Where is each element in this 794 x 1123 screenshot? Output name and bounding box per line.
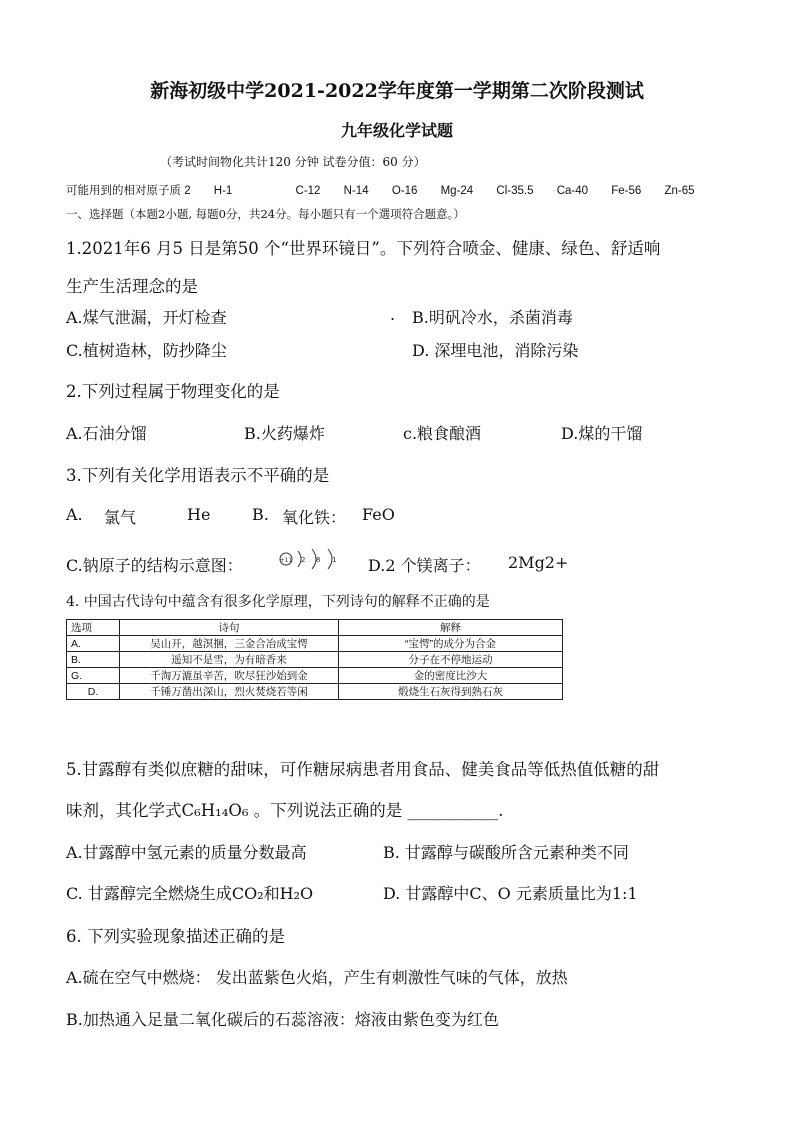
q1-option-b: B.明矾冷水，杀菌消毒 — [412, 308, 573, 327]
q2-option-a: A.石油分馏 — [66, 424, 147, 443]
q1-dot-mark: . — [390, 305, 396, 324]
table-cell: D. — [67, 684, 120, 700]
table-header-cell: 选项 — [67, 620, 120, 636]
table-cell: 分子在不停地运动 — [339, 652, 563, 668]
atomic-masses-label: 可能用到的相对原子质 2 — [66, 185, 191, 197]
table-row — [67, 636, 563, 652]
table-header-cell: 诗句 — [120, 620, 339, 636]
q5-stem-line2: 味剂，其化学式C₆H₁₄O₆ 。下列说法正确的是 ___________. — [66, 801, 504, 820]
q6-option-a: A.硫在空气中燃烧： 发出蓝紫色火焰，产生有刺激性气味的气体，放热 — [66, 968, 568, 987]
q3-option-d: D.2 个镁离子： — [368, 556, 481, 575]
atomic-mass: Cl-35.5 — [496, 185, 534, 197]
atomic-masses — [66, 182, 715, 198]
section-title: 一、选择题（本题2小题, 每题0分，共24分。每小题只有一个選项符合题意。） — [66, 207, 465, 221]
q1-stem-line2: 生产生活理念的是 — [66, 277, 198, 296]
q5-stem-line1: 5.甘露醇有类似庶糖的甜味，可作糖尿病患者用食品、健美食品等低热值低糖的甜 — [66, 760, 660, 779]
atomic-mass: O-16 — [391, 185, 418, 197]
table-cell: “宝愕”的成分为合金 — [339, 636, 563, 652]
q3-option-a-name: 氯气 — [104, 508, 137, 527]
table-cell: B. — [67, 652, 120, 668]
atomic-mass: Mg-24 — [440, 185, 474, 197]
q3-stem: 3.下列有关化学用语表示不平确的是 — [66, 466, 330, 485]
q2-option-b: B.火药爆炸 — [244, 424, 325, 443]
q5-option-b: B. 甘露醇与碳酸所含元素种类不同 — [383, 843, 629, 862]
table-cell: 金的密度比沙大 — [339, 668, 563, 684]
q4-stem: 4. 中国古代诗句中蕴含有很多化学原理，下列诗句的解释不正确的是 — [66, 594, 490, 610]
table-cell: A. — [67, 636, 120, 652]
exam-subtitle: 九年级化学试题 — [340, 121, 453, 140]
atomic-mass: Zn-65 — [664, 185, 695, 197]
svg-text:8: 8 — [316, 556, 321, 564]
q3-option-b-label: B. — [252, 505, 269, 524]
q3-option-d-formula: 2Mg2+ — [508, 553, 569, 572]
svg-text:2: 2 — [301, 556, 306, 564]
table-header-cell: 解释 — [339, 620, 563, 636]
atomic-mass: C-12 — [295, 185, 321, 197]
q1-option-c: C.植树造林，防抄降尘 — [66, 341, 227, 360]
svg-text:1: 1 — [332, 556, 337, 564]
table-row — [67, 652, 563, 668]
q4-table — [66, 619, 563, 700]
q3-option-b-name: 氧化铁： — [282, 508, 347, 527]
q2-option-d: D.煤的干馏 — [561, 424, 643, 443]
table-row — [67, 668, 563, 684]
atomic-mass: N-14 — [343, 185, 369, 197]
q6-option-b: B.加热通入足量二氧化碳后的石蕊溶液：熔液由紫色变为红色 — [66, 1010, 499, 1029]
q1-stem-line1: 1.2021年6 月5 日是第50 个“世界环镜日”。下列符合喷金、健康、绿色、舒适响 — [66, 239, 661, 258]
table-cell: 煅烧生石灰得到熟石灰 — [339, 684, 563, 700]
q1-option-d: D. 深埋电池，消除污染 — [412, 341, 579, 360]
table-cell: 遥知不是雪，为有暗香来 — [120, 652, 339, 668]
exam-note: （考试时间物化共计120 分钟 试卷分值：60 分） — [160, 155, 426, 169]
q2-stem: 2.下列过程属于物理变化的是 — [66, 382, 280, 401]
table-cell: G. — [67, 668, 120, 684]
q2-option-c: c.粮食酿酒 — [403, 424, 482, 443]
q3-option-c: C.钠原子的结构示意图： — [66, 556, 243, 575]
q6-stem: 6. 下列实验现象描述正确的是 — [66, 927, 285, 946]
q3-option-a-formula: He — [187, 505, 211, 524]
svg-text:+11: +11 — [279, 557, 293, 564]
atomic-mass: Fe-56 — [611, 185, 642, 197]
q5-option-d: D. 甘露醇中C、O 元素质量比为1:1 — [383, 884, 638, 903]
atomic-mass: Ca-40 — [556, 185, 589, 197]
atomic-mass: H-1 — [213, 185, 233, 197]
q3-option-a-label: A. — [66, 505, 83, 524]
sodium-atom-structure-diagram — [276, 546, 356, 576]
table-cell: 吴山开，越溟捆，三金合冶成宝愕 — [120, 636, 339, 652]
exam-title: 新海初级中学2021-2022学年度第一学期第二次阶段测试 — [150, 80, 644, 102]
q5-option-c: C. 甘露醇完全燃烧生成CO₂和H₂O — [66, 884, 314, 903]
table-cell: 千淘万漉虽辛苦，吹尽狂沙始到金 — [120, 668, 339, 684]
table-row — [67, 684, 563, 700]
table-cell: 千锤万凿出深山，烈火焚烧若等闲 — [120, 684, 339, 700]
q3-option-b-formula: FeO — [362, 505, 395, 524]
table-header-row — [67, 620, 563, 636]
q1-option-a: A.煤气泄漏，开灯检查 — [66, 308, 227, 327]
q5-option-a: A.甘露醇中氢元素的质量分数最高 — [66, 843, 307, 862]
